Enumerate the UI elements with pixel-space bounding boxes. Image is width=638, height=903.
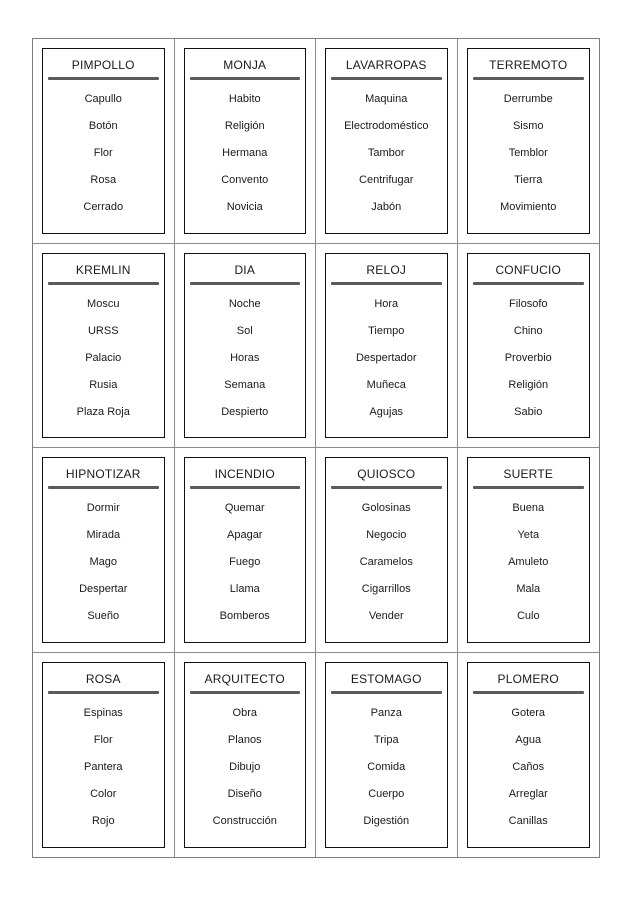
forbidden-word-list xyxy=(468,297,590,432)
forbidden-word: Filosofo xyxy=(508,297,548,310)
word-card xyxy=(42,253,165,439)
card-cell xyxy=(316,448,458,653)
title-underline xyxy=(473,486,585,489)
forbidden-word-list xyxy=(468,92,590,227)
card-title: CONFUCIO xyxy=(495,262,562,277)
forbidden-word: Despierto xyxy=(221,405,269,418)
forbidden-word-list xyxy=(468,501,590,636)
title-underline xyxy=(190,282,301,285)
forbidden-word-list xyxy=(326,501,447,636)
card-title: ESTOMAGO xyxy=(350,671,422,686)
title-underline xyxy=(473,77,585,80)
forbidden-word: Moscu xyxy=(87,297,120,310)
card-title: QUIOSCO xyxy=(357,467,416,481)
forbidden-word-list xyxy=(43,92,164,227)
card-title: ARQUITECTO xyxy=(204,671,285,686)
forbidden-word: Apagar xyxy=(227,529,263,541)
word-card xyxy=(467,662,591,849)
card-title: DIA xyxy=(234,262,256,277)
forbidden-word: Cigarrillos xyxy=(361,583,411,595)
card-title: MONJA xyxy=(223,58,267,72)
forbidden-word: Panza xyxy=(370,706,402,719)
card-title: ROSA xyxy=(85,671,121,686)
forbidden-word: Agujas xyxy=(369,405,404,418)
forbidden-word: Espinas xyxy=(83,706,123,719)
forbidden-word: Tierra xyxy=(514,174,543,186)
forbidden-word: Llama xyxy=(229,583,260,595)
forbidden-word: Tambor xyxy=(367,147,405,159)
card-title: HIPNOTIZAR xyxy=(65,467,141,481)
forbidden-word: Temblor xyxy=(508,147,548,159)
forbidden-word-list xyxy=(468,706,590,841)
forbidden-word: Dormir xyxy=(86,502,120,514)
card-cell xyxy=(33,39,175,244)
word-card xyxy=(325,457,448,643)
forbidden-word: Derrumbe xyxy=(503,93,553,105)
word-card xyxy=(467,48,591,234)
forbidden-word: Noche xyxy=(228,297,261,310)
forbidden-word: Golosinas xyxy=(361,502,411,514)
forbidden-word: Despertador xyxy=(355,351,417,364)
card-cell xyxy=(458,39,600,244)
word-card xyxy=(325,48,448,234)
forbidden-word: Amuleto xyxy=(508,556,549,568)
forbidden-word: Bomberos xyxy=(219,610,270,622)
title-underline xyxy=(331,77,442,80)
word-card xyxy=(42,48,165,234)
forbidden-word: Dibujo xyxy=(229,760,261,773)
title-underline xyxy=(48,691,159,694)
forbidden-word: Cerrado xyxy=(83,201,124,213)
card-title: KREMLIN xyxy=(75,262,131,277)
forbidden-word: Sol xyxy=(236,324,253,337)
title-underline xyxy=(331,282,442,285)
forbidden-word: Sismo xyxy=(512,120,544,132)
forbidden-word: Gotera xyxy=(511,706,546,719)
forbidden-word: Convento xyxy=(221,174,269,186)
card-cell xyxy=(316,39,458,244)
forbidden-word: Vender xyxy=(368,610,404,622)
word-card xyxy=(42,662,165,849)
card-cell xyxy=(458,653,600,858)
word-card xyxy=(184,253,307,439)
card-cell xyxy=(316,244,458,449)
forbidden-word: Horas xyxy=(230,351,260,364)
forbidden-word: Digestión xyxy=(363,814,410,827)
card-cell xyxy=(175,448,317,653)
forbidden-word: Sabio xyxy=(514,405,543,418)
forbidden-word: Mirada xyxy=(86,529,121,541)
forbidden-word: Proverbio xyxy=(504,351,552,364)
forbidden-word: Diseño xyxy=(227,787,262,800)
title-underline xyxy=(190,486,301,489)
word-card xyxy=(184,457,307,643)
forbidden-word-list xyxy=(326,297,447,432)
forbidden-word-list xyxy=(185,297,306,432)
forbidden-word: Flor xyxy=(93,147,113,159)
forbidden-word: Planos xyxy=(227,733,262,746)
forbidden-word: Negocio xyxy=(366,529,407,541)
forbidden-word: Despertar xyxy=(79,583,128,595)
card-cell xyxy=(175,39,317,244)
forbidden-word: Palacio xyxy=(85,351,122,364)
forbidden-word: Tiempo xyxy=(368,324,405,337)
card-title: SUERTE xyxy=(503,467,554,481)
forbidden-word: Movimiento xyxy=(500,201,557,213)
word-card xyxy=(184,662,307,849)
forbidden-word: Pantera xyxy=(83,760,123,773)
forbidden-word: Obra xyxy=(232,706,257,719)
card-cell xyxy=(175,244,317,449)
forbidden-word: Electrodoméstico xyxy=(344,120,429,132)
card-title: LAVARROPAS xyxy=(345,58,427,72)
forbidden-word: Flor xyxy=(93,733,113,746)
forbidden-word-list xyxy=(326,706,447,841)
forbidden-word-list xyxy=(43,501,164,636)
forbidden-word: Comida xyxy=(367,760,406,773)
word-card xyxy=(467,253,591,439)
card-title: PIMPOLLO xyxy=(71,58,135,72)
forbidden-word-list xyxy=(185,92,306,227)
title-underline xyxy=(190,77,301,80)
forbidden-word: Centrifugar xyxy=(359,174,414,186)
card-cell xyxy=(175,653,317,858)
forbidden-word: Botón xyxy=(88,120,118,132)
forbidden-word: Hermana xyxy=(222,147,268,159)
forbidden-word: Muñeca xyxy=(366,378,406,391)
forbidden-word: Semana xyxy=(224,378,266,391)
forbidden-word: Quemar xyxy=(224,502,265,514)
word-card xyxy=(325,253,448,439)
forbidden-word-list xyxy=(185,706,306,841)
forbidden-word: Canillas xyxy=(508,814,548,827)
forbidden-word: Sueño xyxy=(87,610,120,622)
forbidden-word: Caramelos xyxy=(359,556,413,568)
forbidden-word: Arreglar xyxy=(508,787,548,800)
card-cell xyxy=(458,244,600,449)
word-card xyxy=(467,457,591,643)
forbidden-word: Mago xyxy=(89,556,118,568)
forbidden-word: Religión xyxy=(508,378,549,391)
title-underline xyxy=(48,486,159,489)
forbidden-word: Mala xyxy=(516,583,541,595)
forbidden-word: Tripa xyxy=(373,733,399,746)
title-underline xyxy=(473,691,585,694)
card-cell xyxy=(33,244,175,449)
title-underline xyxy=(48,282,159,285)
forbidden-word: Rosa xyxy=(90,174,117,186)
forbidden-word: Maquina xyxy=(365,93,408,105)
forbidden-word: Cuerpo xyxy=(368,787,405,800)
forbidden-word-list xyxy=(43,706,164,841)
card-title: RELOJ xyxy=(366,262,407,277)
forbidden-word: Chino xyxy=(513,324,543,337)
card-cell xyxy=(458,448,600,653)
forbidden-word: Construcción xyxy=(212,814,277,827)
forbidden-word: Yeta xyxy=(517,529,540,541)
forbidden-word: Jabón xyxy=(371,201,402,213)
title-underline xyxy=(331,486,442,489)
card-cell xyxy=(316,653,458,858)
forbidden-word-list xyxy=(326,92,447,227)
word-card xyxy=(42,457,165,643)
forbidden-word: Habito xyxy=(228,93,261,105)
forbidden-word: Caños xyxy=(512,760,545,773)
forbidden-word-list xyxy=(185,501,306,636)
card-cell xyxy=(33,653,175,858)
forbidden-word: Rusia xyxy=(89,378,118,391)
forbidden-word: Plaza Roja xyxy=(76,405,130,418)
forbidden-word: Buena xyxy=(512,502,545,514)
title-underline xyxy=(473,282,585,285)
word-card xyxy=(325,662,448,849)
forbidden-word: Color xyxy=(90,787,117,800)
forbidden-word: Agua xyxy=(515,733,542,746)
forbidden-word: Culo xyxy=(516,610,540,622)
title-underline xyxy=(48,77,159,80)
forbidden-word: Hora xyxy=(374,297,399,310)
title-underline xyxy=(331,691,442,694)
forbidden-word-list xyxy=(43,297,164,432)
forbidden-word: URSS xyxy=(87,324,119,337)
forbidden-word: Capullo xyxy=(84,93,122,105)
forbidden-word: Novicia xyxy=(226,201,263,213)
forbidden-word: Religión xyxy=(224,120,265,132)
card-title: PLOMERO xyxy=(497,671,559,686)
forbidden-word: Fuego xyxy=(229,556,261,568)
card-title: TERREMOTO xyxy=(489,58,568,72)
card-title: INCENDIO xyxy=(214,467,275,481)
title-underline xyxy=(190,691,301,694)
card-sheet xyxy=(32,38,600,858)
forbidden-word: Rojo xyxy=(91,814,115,827)
word-card xyxy=(184,48,307,234)
card-cell xyxy=(33,448,175,653)
